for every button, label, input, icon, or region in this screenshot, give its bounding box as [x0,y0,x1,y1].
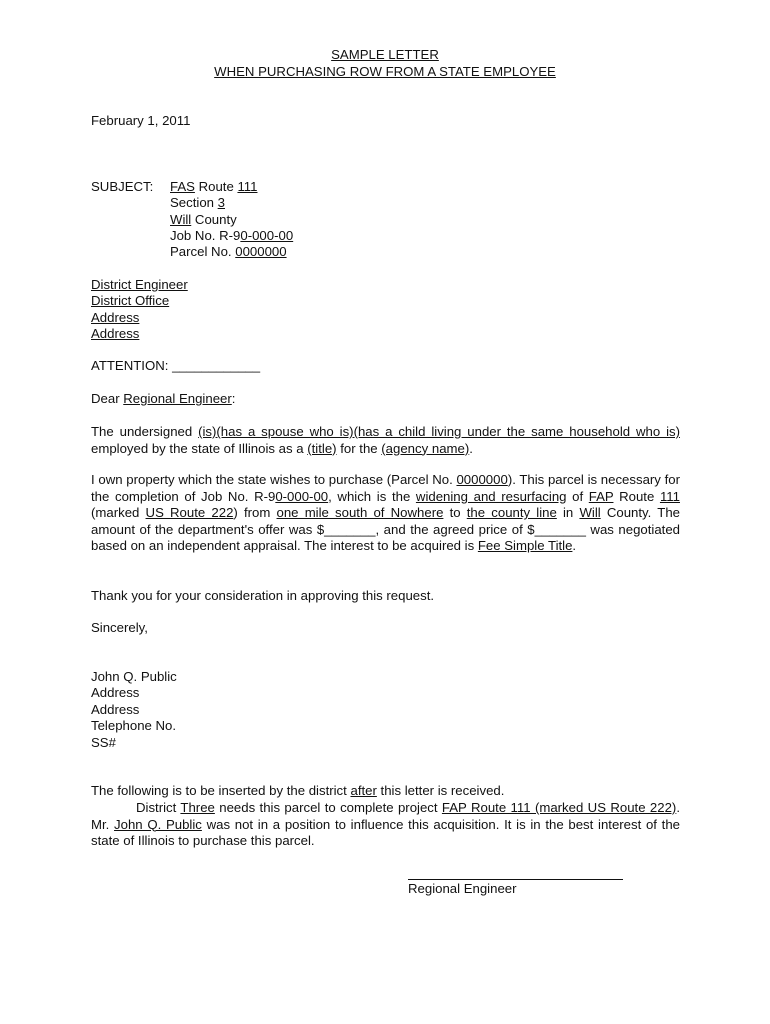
sender-ss: SS# [91,735,116,750]
sender-phone: Telephone No. [91,718,177,733]
subject-job-number: 0-000-00 [240,228,294,243]
subject-route-number: 111 [237,179,258,194]
subject-job-prefix: Job No. R-9 [170,228,241,243]
subject-parcel [170,244,287,260]
letter-title-line-2: WHEN PURCHASING ROW FROM A STATE EMPLOYEE [214,64,556,79]
subject-county [170,212,237,228]
closing-line: Sincerely, [91,620,148,635]
sender-address-1: Address [91,685,140,700]
signature-label: Regional Engineer [408,881,517,896]
subject-county-word: County [191,212,237,227]
subject-route [170,179,258,195]
sender-address-2: Address [91,702,140,717]
salutation [91,391,235,407]
subject-route-prefix: FAS [170,179,195,194]
insert-note: The following is to be inserted by the district after this letter is received. [91,783,505,798]
recipient-line-3: Address [91,310,140,325]
subject-job [170,228,293,244]
subject-parcel-prefix: Parcel No. [170,244,236,259]
salutation-name: Regional Engineer [123,391,232,406]
signature-line [408,867,623,880]
paragraph-3: District Three needs this parcel to complete project FAP Route 111 (marked US Route 222). Mr. John Q. Public was not in a position to influence this acquisition. It is in the best interest of the state of Illinois to purchase this parcel. [91,800,681,849]
sender-name: John Q. Public [91,669,177,684]
salutation-colon: : [231,391,236,406]
salutation-dear: Dear [91,391,124,406]
subject-section-number: 3 [217,195,225,210]
subject-section-word: Section [170,195,218,210]
recipient-line-2: District Office [91,293,170,308]
recipient-line-4: Address [91,326,140,341]
attention-line: ATTENTION: ____________ [91,358,261,373]
letter-title-line-1: SAMPLE LETTER [331,47,439,62]
subject-county-name: Will [170,212,192,227]
subject-parcel-number: 0000000 [235,244,287,259]
paragraph-2: I own property which the state wishes to purchase (Parcel No. 0000000). This parcel is necessary for the completion of Job No. R-90-000-00, which is the widening and resurfacing of FAP Route 111 (marked US Route 222) from one mile south of Nowhere to the county line in Will County. The amount of the department's offer was $_______, and the agreed price of $_______ was negotiated based on an independent appraisal. The interest to be acquired is Fee Simple Title. [91,472,680,554]
subject-label: SUBJECT: [91,179,154,194]
paragraph-1: The undersigned (is)(has a spouse who is)(has a child living under the same household who is) employed by the state of Illinois as a (title) for the (agency name). [91,424,680,456]
subject-route-word: Route [194,179,238,194]
letter-date: February 1, 2011 [91,113,191,128]
thanks-line: Thank you for your consideration in approving this request. [91,588,435,603]
subject-section [170,195,225,211]
recipient-line-1: District Engineer [91,277,188,292]
